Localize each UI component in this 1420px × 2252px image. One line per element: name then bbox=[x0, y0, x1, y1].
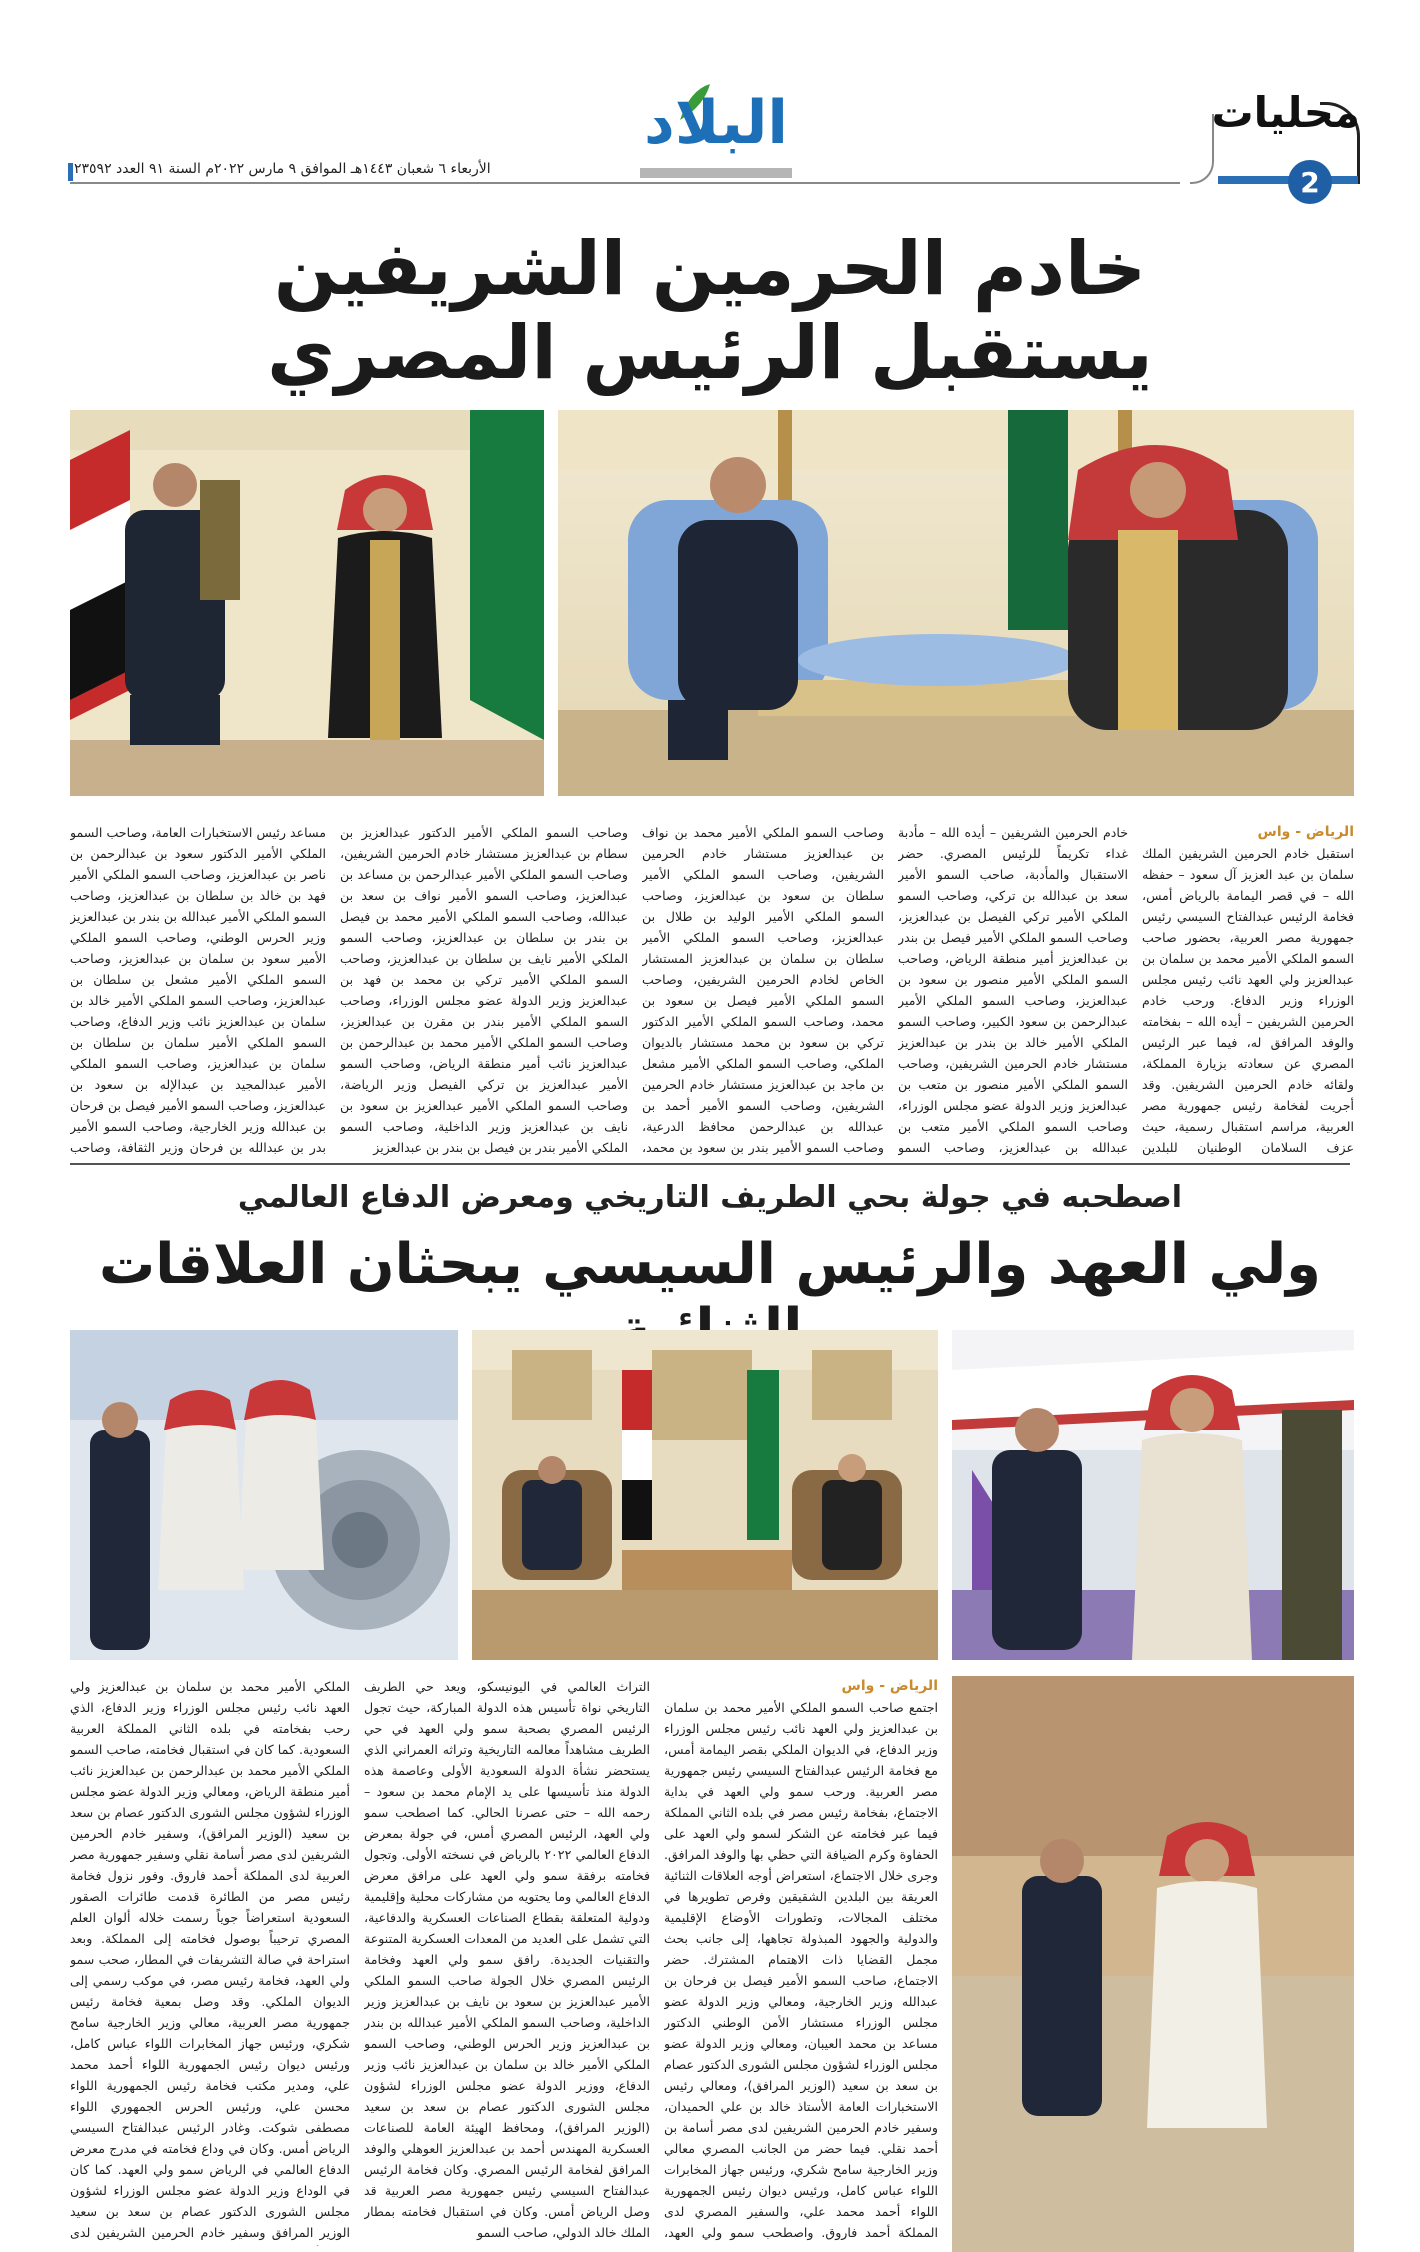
story2-column-2-text: التراث العالمي في اليونيسكو، ويعد حي الطريف التاريخي نواة تأسيس هذه الدولة المباركة، حيث تجول الرئيس المصري بصحبة سمو ولي العهد في حي الطريف مشاهداً معالمه التاريخية وتراثه العمراني الذي يستحضر نشأة الدولة السعودية الأولى وعاصمة هذه الدولة منذ تأسيسها على يد الإمام محمد بن سعود – رحمه الله – حتى عصرنا الحالي. كما اصطحب سمو ولي العهد، الرئيس المصري أمس، في جولة بمعرض الدفاع العالمي ٢٠٢٢ بالرياض في نسخته الأولى. وتجول فخامته برفقة سمو ولي العهد على مرافق معرض الدفاع العالمي وما يحتويه من مشاركات محلية وإقليمية ودولية المتعلقة بقطاع الصناعات العسكرية والدفاعية، التي تشمل على العديد من المعدات العسكرية المتنوعة والتقنيات الجديدة. رافق سمو ولي العهد وفخامة الرئيس المصري خلال الجولة صاحب السمو الملكي الأمير عبدالعزيز بن سعود بن نايف بن عبدالعزيز وزير الداخلية، وصاحب السمو الملكي الأمير عبدالله بن بندر بن عبدالعزيز وزير الحرس الوطني، وصاحب السمو الملكي الأمير خالد بن سلمان بن عبدالعزيز نائب وزير الدفاع، ووزير الدولة عضو مجلس الوزراء لشؤون مجلس الشورى الدكتور عصام بن سعد بن سعيد (الوزير المرافق)، ومحافظ الهيئة العامة للصناعات العسكرية المهندس أحمد بن عبدالعزيز العوهلي والوفد المرافق لفخامة الرئيس المصري. وكان فخامة الرئيس عبدالفتاح السيسي رئيس جمهورية مصر العربية قد وصل الرياض أمس. وكان في استقبال فخامته بمطار الملك خالد الدولي، صاحب السمو bbox=[364, 1679, 650, 2240]
dateline-accent bbox=[68, 163, 73, 181]
story1-column-1 bbox=[1142, 822, 1354, 1157]
story1-column-2-text: خادم الحرمين الشريفين – أيده الله – مأدبة غداء تكريماً للرئيس المصري. حضر الاستقبال والمأدبة، صاحب السمو الأمير سعد بن عبدالله بن تركي، وصاحب السمو الملكي الأمير تركي الفيصل بن عبدالعزيز، وصاحب السمو الملكي الأمير فيصل بن بندر بن عبدالعزيز أمير منطقة الرياض، وصاحب السمو الملكي الأمير منصور بن سعود بن عبدالعزيز، وصاحب السمو الملكي الأمير عبدالرحمن بن سعود الكبير، وصاحب السمو الملكي الأمير خالد بن بندر بن عبدالعزيز مستشار خادم الحرمين الشريفين، وصاحب السمو الملكي الأمير منصور بن متعب بن عبدالعزيز وزير الدولة عضو مجلس الوزراء، وصاحب السمو الملكي الأمير متعب بن عبدالله بن عبدالعزيز، وصاحب السمو bbox=[898, 825, 1128, 1155]
story1-column-2 bbox=[898, 822, 1128, 1157]
story1-headline-line2: يستقبل الرئيس المصري bbox=[267, 310, 1153, 396]
story-divider bbox=[70, 1163, 1350, 1165]
meeting-scene bbox=[558, 410, 1354, 796]
story1-column-5 bbox=[70, 822, 326, 1157]
story2-column-3 bbox=[70, 1676, 350, 2246]
airport-scene bbox=[952, 1330, 1354, 1660]
header-rule bbox=[70, 182, 1180, 184]
story2-byline: الرياض - واس bbox=[841, 1678, 938, 1694]
story1-photo-ceremony bbox=[70, 410, 544, 796]
story1-column-3 bbox=[642, 822, 884, 1157]
story2-photo-diriyah bbox=[952, 1676, 1354, 2252]
story2-column-1-text: اجتمع صاحب السمو الملكي الأمير محمد بن سلمان بن عبدالعزيز ولي العهد نائب رئيس مجلس الوزراء وزير الدفاع، في الديوان الملكي بقصر اليمامة أمس، مع فخامة الرئيس عبدالفتاح السيسي رئيس جمهورية مصر العربية. ورحب سمو ولي العهد في بداية الاجتماع، بفخامة رئيس مصر في بلده الثاني المملكة فيما عبر فخامته عن الشكر لسمو ولي العهد على الحفاوة وكرم الضيافة التي حظي بها والوفد المرافق. وجرى خلال الاجتماع، استعراض أوجه العلاقات الثنائية العريقة بين البلدين الشقيقين وفرص تطويرها في مختلف المجالات، وتطورات الأوضاع الإقليمية والدولية والجهود المبذولة تجاهها، إلى جانب بحث مجمل القضايا ذات الاهتمام المشترك. حضر الاجتماع، صاحب السمو الأمير فيصل بن فرحان بن عبدالله وزير الخارجية، ومعالي وزير الدولة عضو مجلس الوزراء مستشار الأمن الوطني الدكتور مساعد بن محمد العيبان، ومعالي وزير الدولة عضو مجلس الوزراء لشؤون مجلس الشورى الدكتور عصام بن سعد بن سعيد (الوزير المرافق)، ومعالي رئيس الاستخبارات العامة الأستاذ خالد بن علي الحميدان، وسفير خادم الحرمين الشريفين لدى مصر أسامة بن أحمد نقلي. فيما حضر من الجانب المصري معالي وزير الخارجية سامح شكري، ورئيس جهاز المخابرات اللواء عباس كامل، ورئيس ديوان رئيس الجمهورية اللواء أحمد محمد علي، والسفير المصري لدى المملكة أحمد فاروق. واصطحب سمو ولي العهد، bbox=[664, 1700, 938, 2240]
newspaper-logo bbox=[640, 80, 792, 180]
story2-kicker: اصطحبه في جولة بحي الطريف التاريخي ومعرض الدفاع العالمي bbox=[237, 1180, 1183, 1215]
page-number: 2 bbox=[1288, 160, 1332, 204]
story1-column-3-text: وصاحب السمو الملكي الأمير محمد بن نواف بن عبدالعزيز مستشار خادم الحرمين الشريفين، وصاحب السمو الملكي الأمير سلطان بن سعود بن عبدالعزيز، وصاحب السمو الملكي الأمير الوليد بن طلال بن عبدالعزيز، وصاحب السمو الملكي الأمير سلطان بن سلمان بن عبدالعزيز المستشار الخاص لخادم الحرمين الشريفين، وصاحب السمو الملكي الأمير فيصل بن سعود بن محمد، وصاحب السمو الملكي الأمير الدكتور تركي بن سعود بن محمد مستشار بالديوان الملكي، وصاحب السمو الملكي الأمير مشعل بن ماجد بن عبدالعزيز مستشار خادم الحرمين الشريفين، وصاحب السمو الأمير أحمد بن عبدالله بن عبدالرحمن محافظ الدرعية، وصاحب السمو الأمير بندر بن سعود بن محمد، bbox=[642, 825, 884, 1155]
story2-column-3-text: الملكي الأمير محمد بن سلمان بن عبدالعزيز ولي العهد نائب رئيس مجلس الوزراء وزير الدفاع، الذي رحب بفخامته في بلده الثاني المملكة العربية السعودية. كما كان في استقبال فخامته، صاحب السمو الملكي الأمير محمد بن عبدالرحمن بن عبدالعزيز نائب أمير منطقة الرياض، ومعالي وزير الدولة عضو مجلس الوزراء لشؤون مجلس الشورى الدكتور عصام بن سعد بن سعيد (الوزير المرافق)، وسفير خادم الحرمين الشريفين لدى مصر أسامة نقلي وسفير جمهورية مصر العربية لدى المملكة أحمد فاروق. وفور نزول فخامة رئيس مصر من الطائرة قدمت طائرات الصقور السعودية استعراضاً جوياً رسمت خلاله ألوان العلم المصري ترحيباً بوصول فخامته إلى المملكة. وبعد استراحة في صالة التشريفات في المطار، صحب سمو ولي العهد، فخامة رئيس مصر، في موكب رسمي إلى الديوان الملكي. وقد وصل بمعية فخامة رئيس جمهورية مصر العربية، معالي وزير الخارجية سامح شكري، ورئيس جهاز المخابرات اللواء عباس كامل، ورئيس ديوان رئيس الجمهورية اللواء أحمد محمد علي، ومدير مكتب فخامة رئيس الجمهورية اللواء محسن علي، ورئيس الحرس الجمهوري اللواء مصطفى شوكت. وغادر الرئيس عبدالفتاح السيسي الرياض أمس. وكان في وداع فخامته في مدرج معرض الدفاع العالمي في الرياض سمو ولي العهد. كما كان في الوداع وزير الدولة عضو مجلس الوزراء لشؤون مجلس الشورى الدكتور عصام بن سعد بن سعيد الوزير المرافق وسفير خادم الحرمين الشريفين لدى bbox=[70, 1679, 350, 2240]
defense-exhibition-scene bbox=[70, 1330, 458, 1660]
section-title: محليات bbox=[1211, 88, 1360, 137]
story2-photo-meeting bbox=[472, 1330, 938, 1660]
story1-column-4 bbox=[340, 822, 628, 1157]
story1-column-5-text: مساعد رئيس الاستخبارات العامة، وصاحب السمو الملكي الأمير الدكتور سعود بن عبدالرحمن بن ناصر بن عبدالعزيز، وصاحب السمو الملكي الأمير فهد بن خالد بن سلطان بن عبدالعزيز، وصاحب السمو الملكي الأمير عبدالله بن بندر بن عبدالعزيز وزير الحرس الوطني، وصاحب السمو الملكي الأمير سعود بن سلمان بن عبدالعزيز، وصاحب السمو الملكي الأمير مشعل بن سلطان بن عبدالعزيز، وصاحب السمو الملكي الأمير خالد بن سلمان بن عبدالعزيز نائب وزير الدفاع، وصاحب السمو الملكي الأمير سلمان بن سلطان بن سلمان بن عبدالعزيز، وصاحب السمو الملكي الأمير عبدالمجيد بن عبدالإله بن سعود بن عبدالعزيز، وصاحب السمو الأمير فيصل بن فرحان بن عبدالله وزير الخارجية، وصاحب السمو الأمير بدر بن عبدالله بن فرحان وزير الثقافة، وصاحب bbox=[70, 825, 326, 1155]
palace-meeting-scene bbox=[472, 1330, 938, 1660]
story1-column-1-text: استقبل خادم الحرمين الشريفين الملك سلمان بن عبد العزيز آل سعود – حفظه الله – في قصر اليمامة بالرياض أمس، فخامة الرئيس عبدالفتاح السيسي رئيس جمهورية مصر العربية، بحضور صاحب السمو الملكي الأمير محمد بن سلمان بن عبدالعزيز ولي العهد نائب رئيس مجلس الوزراء وزير الدفاع. ورحب خادم الحرمين الشريفين – أيده الله – بفخامته والوفد المرافق له، فيما عبر الرئيس المصري عن سعادته بزيارة المملكة، ولقائه خادم الحرمين الشريفين. وقد أجريت لفخامة رئيس جمهورية مصر العربية، مراسم استقبال رسمية، حيث عزف السلامان الوطنيان للبلدين bbox=[1142, 846, 1354, 1155]
logo-text: البلاد bbox=[644, 88, 788, 158]
story2-column-2 bbox=[364, 1676, 650, 2246]
story2-photo-airport bbox=[952, 1330, 1354, 1660]
ceremony-scene bbox=[70, 410, 544, 796]
logo-bar bbox=[640, 168, 792, 178]
story1-headline-line1: خادم الحرمين الشريفين bbox=[273, 226, 1147, 312]
diriyah-scene bbox=[952, 1676, 1354, 2252]
rule-curve bbox=[1190, 114, 1214, 184]
story1-byline: الرياض - واس bbox=[1257, 824, 1354, 840]
story2-photo-exhibition bbox=[70, 1330, 458, 1660]
story2-column-1 bbox=[664, 1676, 938, 2246]
dateline: الأربعاء ٦ شعبان ١٤٤٣هـ الموافق ٩ مارس ٢٠٢٢م السنة ٩١ العدد ٢٣٥٩٢ bbox=[74, 161, 491, 177]
story1-photo-meeting bbox=[558, 410, 1354, 796]
story1-column-4-text: وصاحب السمو الملكي الأمير الدكتور عبدالعزيز بن سطام بن عبدالعزيز مستشار خادم الحرمين الشريفين، وصاحب السمو الملكي الأمير عبدالرحمن بن مساعد بن عبدالعزيز، وصاحب السمو الأمير نواف بن سعد بن عبدالله، وصاحب السمو الملكي الأمير محمد بن فيصل بن بندر بن سلطان بن عبدالعزيز، وصاحب السمو الملكي الأمير نايف بن سلطان بن عبدالعزيز، وصاحب السمو الملكي الأمير تركي بن محمد بن فهد بن عبدالعزيز وزير الدولة عضو مجلس الوزراء، وصاحب السمو الملكي الأمير بندر بن مقرن بن عبدالعزيز، وصاحب السمو الملكي الأمير محمد بن عبدالرحمن بن عبدالعزيز نائب أمير منطقة الرياض، وصاحب السمو الأمير عبدالعزيز بن تركي الفيصل وزير الرياضة، وصاحب السمو الملكي الأمير عبدالعزيز بن سعود بن نايف بن عبدالعزيز وزير الداخلية، وصاحب السمو الملكي الأمير بندر بن فيصل بن بندر بن عبدالعزيز bbox=[340, 825, 628, 1155]
story2-headline: ولي العهد والرئيس السيسي يبحثان العلاقات bbox=[99, 1232, 1321, 1297]
